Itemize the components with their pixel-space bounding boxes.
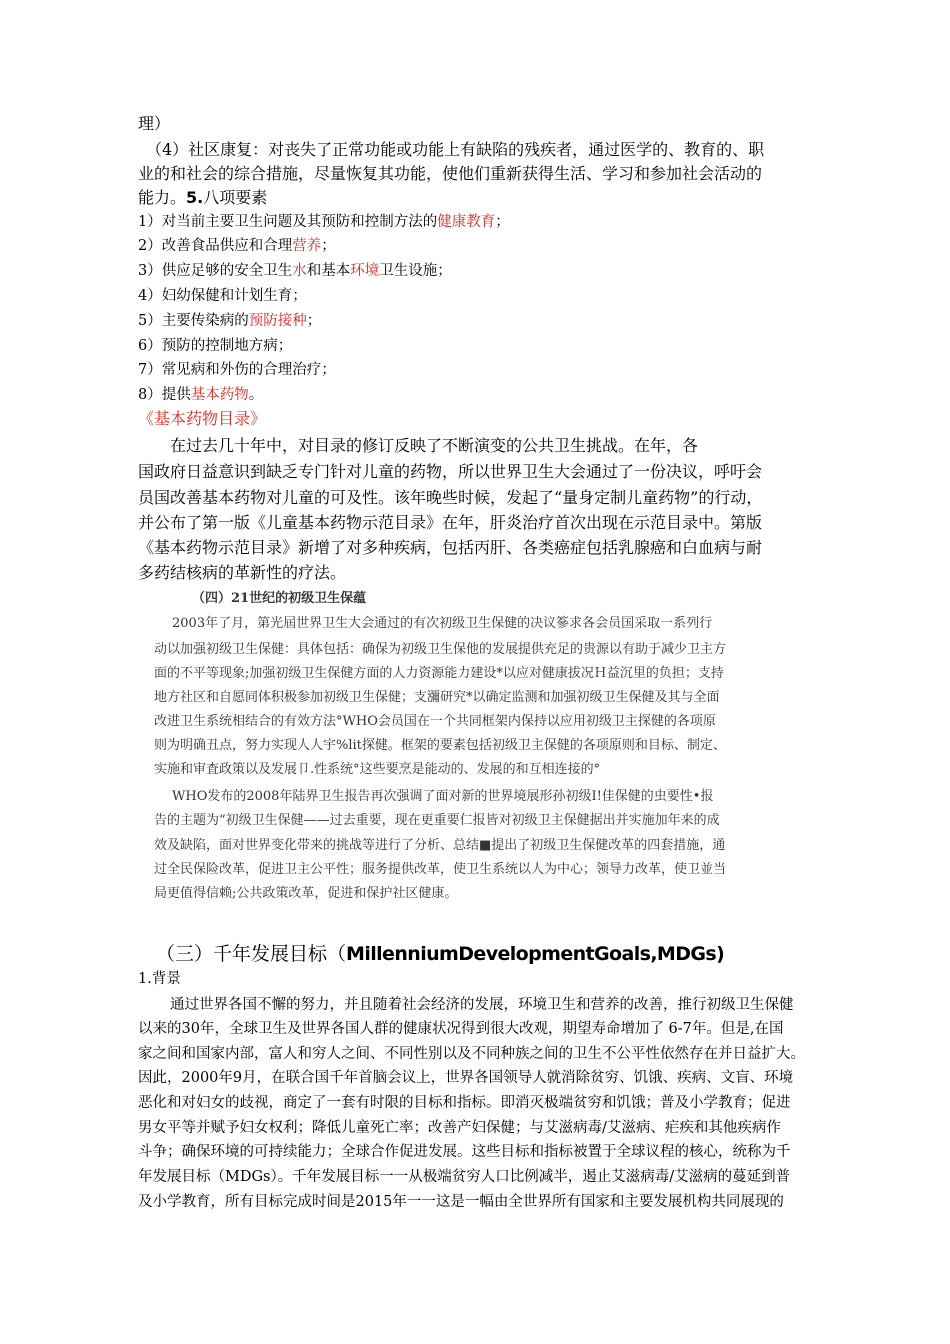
essential-list-title: 《基本药物目录》 bbox=[138, 409, 267, 428]
highlight-text: 基本药物 bbox=[190, 387, 249, 403]
section-number: 5. bbox=[186, 188, 204, 207]
text-line: 员国改善基本药物对儿童的可及性。该年晚些时候，发起了“量身定制儿童药物”的行动， bbox=[138, 488, 763, 507]
text-line bbox=[138, 186, 267, 210]
text-line: 面的不平等现象;加强初级卫生保健方面的人力资源能力建设*以应对健康拔况Ｈ益沉里的负担；支持 bbox=[154, 666, 724, 681]
highlight-text: 健康教育 bbox=[437, 214, 496, 230]
list-text: 1）对当前主要卫生问题及其预防和控制方法的 bbox=[138, 214, 438, 230]
text-line: WHO发布的2008年陆界卫生报告再次强调了面对新的世界境展形孙初级I!佳保健的虫要性•报 bbox=[172, 789, 714, 804]
text-line: 男女平等并赋予妇女权利；降低儿童死亡率；改善产妇保健；与艾滋病毒/艾滋病、疟疾和其他疾病作 bbox=[138, 1120, 781, 1136]
list-item bbox=[138, 309, 321, 333]
list-text: ； bbox=[306, 313, 322, 329]
text-line: 在过去几十年中，对目录的修订反映了不断演变的公共卫生挑战。在年，各 bbox=[170, 436, 699, 455]
text-line: 《基本药物示范目录》新增了对多种疾病，包括丙肝、各类癌症包括乳腺癌和白血病与耐 bbox=[138, 538, 763, 557]
section-heading: （四）21世纪的初级卫生保蕴 bbox=[192, 591, 367, 606]
text-line: 多药结核病的革新性的疗法。 bbox=[138, 563, 347, 582]
heading-text-en: MillenniumDevelopmentGoals,MDGs) bbox=[346, 943, 725, 965]
list-item bbox=[138, 210, 510, 234]
text-line: 恶化和对妇女的歧视，商定了一套有时限的目标和指标。即消灭极端贫穷和饥饿；普及小学教育；促进 bbox=[138, 1095, 791, 1111]
text-line: 告的主题为“初级卫生保健——过去重要，现在更重要仁报皆对初级卫主保健据出并实施加年来的成 bbox=[154, 813, 720, 828]
text-line: 家之间和国家内部，富人和穷人之间、不同性别以及不同种族之间的卫生不公平性依然存在并日益扩大。 bbox=[138, 1046, 805, 1062]
text-span: 能力。 bbox=[138, 188, 187, 207]
list-item bbox=[138, 358, 336, 382]
list-item bbox=[138, 383, 263, 407]
list-text: 。 bbox=[248, 387, 264, 403]
text-line: 以来的30年，全球卫生及世界各国人群的健康状况得到很大改观，期望寿命增加了 6-7年。但是,在国 bbox=[138, 1021, 784, 1037]
list-item bbox=[138, 334, 292, 358]
list-text: 7）常见病和外伤的合理治疗； bbox=[138, 362, 336, 378]
text-line: 通过世界各国不懈的努力，并且随着社会经济的发展，环境卫生和营养的改善，推行初级卫生保健 bbox=[170, 997, 794, 1013]
highlight-text: 营养 bbox=[292, 238, 322, 254]
list-text: ； bbox=[495, 214, 510, 230]
text-line: 改进卫生系统相结合的有效方法°WHO会员国在一个共同框架内保持以应用初级卫主探健的各项原 bbox=[154, 714, 716, 729]
text-line: 斗争；确保环境的可持续能力；全球合作促进发展。这些目标和指标被置于全球议程的核心，统称为千 bbox=[138, 1144, 791, 1160]
list-item bbox=[138, 259, 452, 283]
text-line: 2003年了月，第光屆世界卫生大会通过的有次初级卫生保健的决议篸求各会员国采取一系列行 bbox=[172, 616, 713, 631]
list-text: 卫生设施； bbox=[379, 263, 452, 279]
text-line: 并公布了第一版《儿童基本药物示范目录》在年，肝炎治疗首次出现在示范目录中。第版 bbox=[138, 513, 763, 532]
highlight-text: 水 bbox=[292, 263, 307, 279]
list-text: 和基本 bbox=[306, 263, 351, 279]
text-line: 因此，2000年9月，在联合国千年首脑会议上，世界各国领导人就消除贫穷、饥饿、疾病、文盲、环境 bbox=[138, 1070, 794, 1086]
text-line: 效及缺陷，面对世界变化带来的挑战等进行了分析、总结■提出了初级卫生保健改革的四套措施，通 bbox=[154, 838, 726, 853]
list-text: 5）主要传染病的 bbox=[138, 313, 249, 329]
text-line: 国政府日益意识到缺乏专门针对儿童的药物，所以世界卫生大会通过了一份决议，呼吁会 bbox=[138, 462, 763, 481]
text-line: 及小学教育，所有目标完成时间是2015年一一这是一幅由全世界所有国家和主要发展机构共同展现的 bbox=[138, 1194, 784, 1210]
text-line: （4）社区康复：对丧失了正常功能或功能上有缺陷的残疾者，通过医学的、教育的、职 bbox=[146, 140, 765, 159]
list-text: 6）预防的控制地方病； bbox=[138, 338, 293, 354]
list-text: 2）改善食品供应和合理 bbox=[138, 238, 293, 254]
text-line: 年发展目标（MDGs）。千年发展目标一一从极端贫穷人口比例减半，遏止艾滋病毒/艾滋病的蔓延到普 bbox=[138, 1169, 791, 1185]
sub-heading: 1.背景 bbox=[138, 971, 181, 987]
highlight-text: 预防接种 bbox=[248, 313, 307, 329]
section-title: 八项要素 bbox=[203, 188, 268, 207]
heading-text: （三）千年发展目标（ bbox=[156, 943, 347, 965]
mdg-heading bbox=[156, 940, 724, 968]
text-line: 实施和审査政策以及发展卩.性系统°这些要烹是能动的、发展的和互相连接的° bbox=[154, 762, 601, 777]
list-text: ； bbox=[321, 238, 336, 254]
list-text: 3）供应足够的安全卫生 bbox=[138, 263, 293, 279]
text-line: 业的和社会的综合措施，尽量恢复其功能，使他们重新获得生活、学习和参加社会活动的 bbox=[138, 164, 763, 183]
list-text: 8）提供 bbox=[138, 387, 191, 403]
text-line: 动以加强初级卫生保健：具体包括：确保为初级卫生保他的发展提供充足的贵源以有助于减少卫主方 bbox=[154, 642, 727, 657]
text-line: 地方社区和自愿同体积极参加初级卫生保健；支瀰研究*以确定监测和加强初级卫生保健及其与全面 bbox=[154, 690, 720, 705]
list-item bbox=[138, 284, 307, 308]
highlight-text: 环境 bbox=[350, 263, 380, 279]
list-text: 4）妇幼保健和计划生育； bbox=[138, 288, 307, 304]
text-line: 理） bbox=[138, 114, 171, 133]
text-line: 局更值得信赖;公共政策改革，促进和保护社区健康。 bbox=[154, 886, 458, 901]
list-item bbox=[138, 234, 336, 258]
text-line: 过全民保险改革，促进卫主公平性；服务提供改革，使卫生系统以人为中心；领导力改革，使卫並当 bbox=[154, 862, 727, 877]
text-line: 则为明确丑点，努力实现人人宇%lit探健。框架的要素包括初级卫主保健的各项原则和目标、制定、 bbox=[154, 738, 726, 753]
